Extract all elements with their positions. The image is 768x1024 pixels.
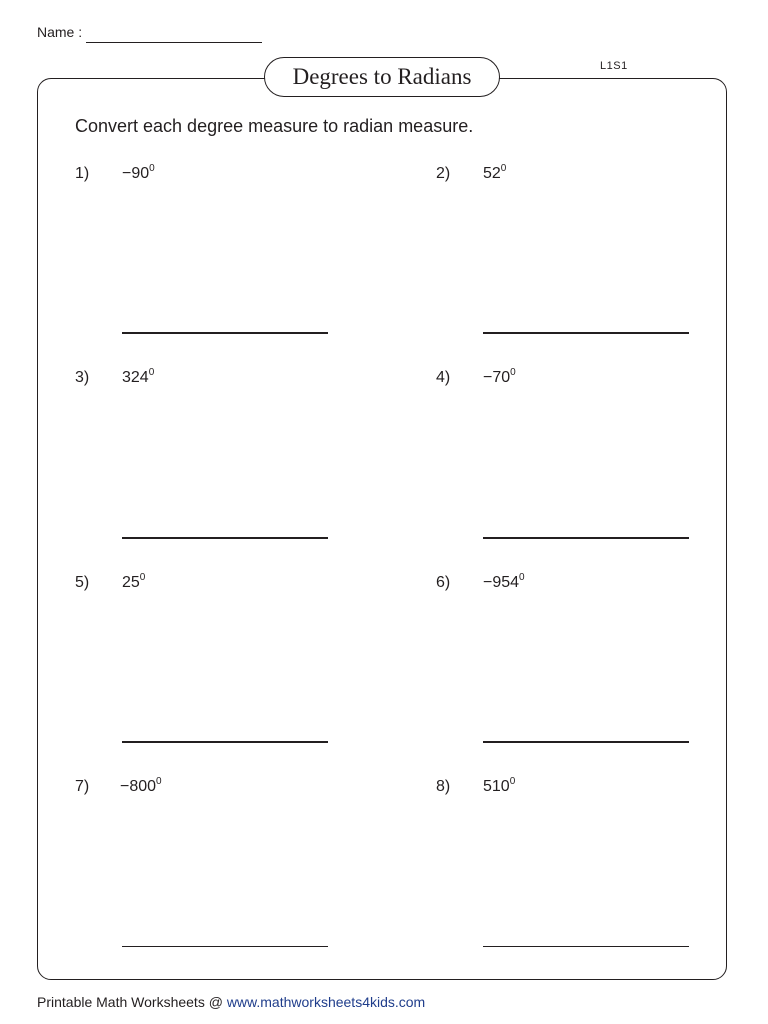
- name-field-line[interactable]: [86, 42, 262, 43]
- problem-number: 5): [75, 574, 90, 591]
- problem-number: 4): [436, 369, 451, 386]
- problem-value: $324^0$: [122, 367, 155, 386]
- worksheet-code: L1S1: [600, 60, 628, 72]
- problem-number: 8): [436, 778, 451, 795]
- degree-mark: 0: [500, 163, 507, 174]
- problem-number: 2): [436, 165, 451, 182]
- answer-line-8[interactable]: [483, 946, 689, 947]
- problem-value: $-70^0$: [483, 367, 516, 386]
- degree-mark: 0: [139, 572, 146, 583]
- degree-mark: 0: [510, 367, 516, 378]
- problem-number: 6): [436, 574, 451, 591]
- degree-mark: 0: [148, 367, 155, 378]
- answer-line-3[interactable]: [122, 537, 328, 539]
- instructions: Convert each degree measure to radian measure.: [75, 116, 474, 136]
- problem-number: 1): [75, 165, 90, 182]
- worksheet-frame: [37, 78, 727, 980]
- problem-value: $52^0$: [483, 163, 507, 182]
- problem-value: $-954^0$: [483, 572, 525, 591]
- answer-line-6[interactable]: [483, 741, 689, 743]
- problem-value: $25^0$: [122, 572, 146, 591]
- degree-mark: 0: [509, 776, 516, 787]
- answer-line-5[interactable]: [122, 741, 328, 743]
- problem-value: $510^0$: [483, 776, 516, 795]
- problem-number: 3): [75, 369, 90, 386]
- footer: [37, 994, 425, 1010]
- answer-line-1[interactable]: [122, 332, 328, 334]
- degree-mark: 0: [519, 572, 525, 583]
- name-label: Name :: [37, 24, 83, 40]
- answer-line-4[interactable]: [483, 537, 689, 539]
- answer-line-7[interactable]: [122, 946, 328, 947]
- footer-link[interactable]: www.mathworksheets4kids.com: [226, 994, 426, 1010]
- problem-value: $-90^0$: [122, 163, 155, 182]
- problem-value: $-800^0$: [120, 776, 162, 795]
- answer-line-2[interactable]: [483, 332, 689, 334]
- footer-label: Printable Math Worksheets @: [37, 994, 227, 1010]
- problem-number: 7): [75, 778, 90, 795]
- degree-mark: 0: [149, 163, 155, 174]
- worksheet-title: Degrees to Radians: [264, 57, 500, 97]
- degree-mark: 0: [156, 776, 162, 787]
